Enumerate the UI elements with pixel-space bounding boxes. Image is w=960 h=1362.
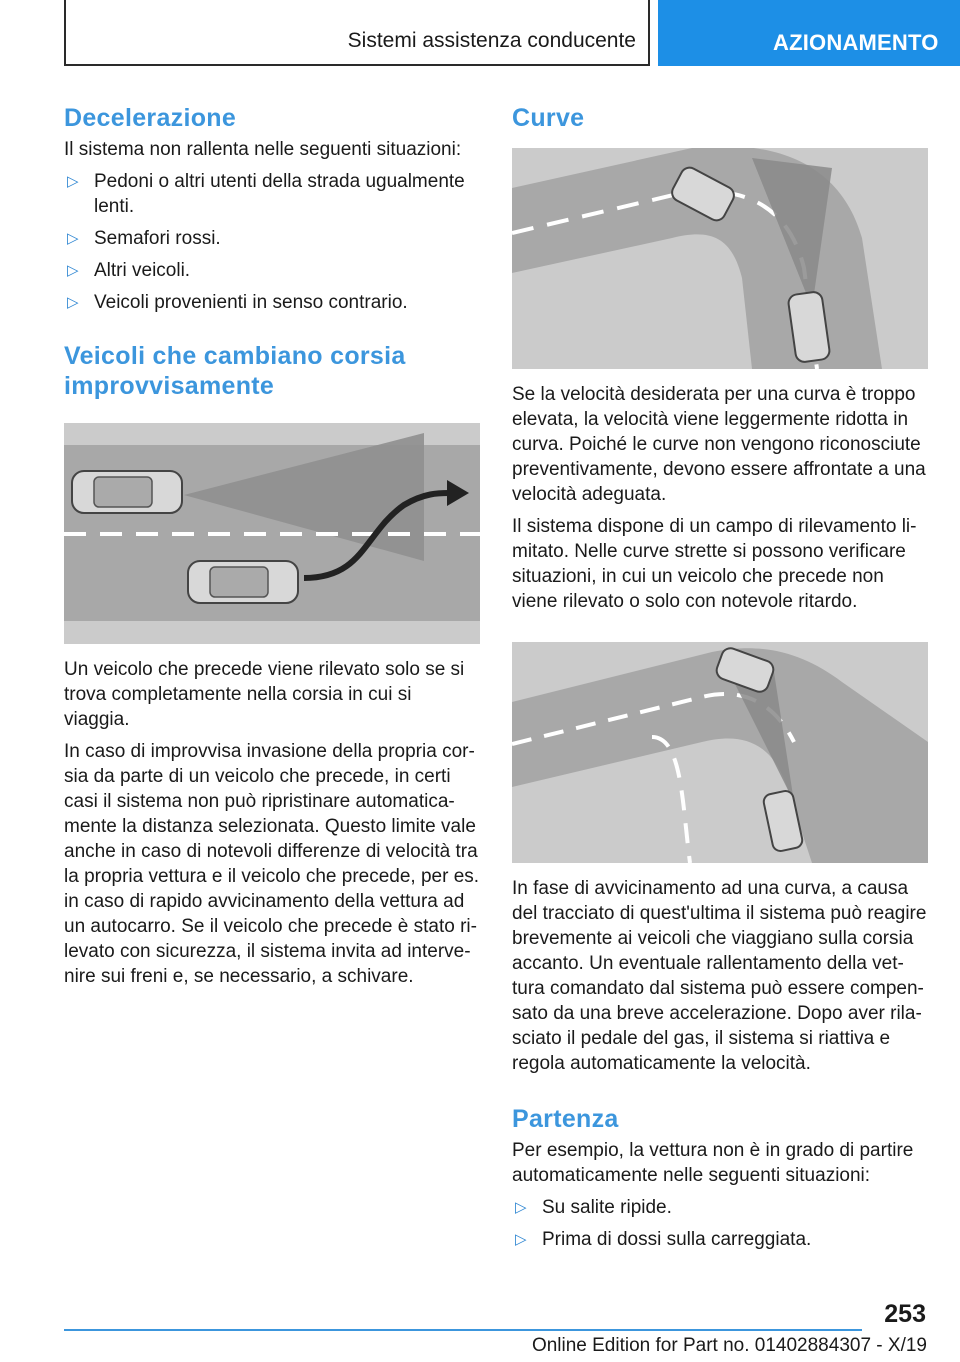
heading-start: Partenza xyxy=(512,1105,619,1133)
list-item: ▷ Veicoli provenienti in senso contrario. xyxy=(67,292,408,313)
bullet-triangle-icon: ▷ xyxy=(515,1199,527,1216)
footer-divider xyxy=(64,1329,862,1331)
car-own-icon xyxy=(188,561,298,603)
bullet-triangle-icon: ▷ xyxy=(67,294,79,311)
start-intro: Per esempio, la vettura non è in grado di partire automaticamente nelle seguenti situazioni: xyxy=(512,1140,914,1186)
bullet-triangle-icon: ▷ xyxy=(67,262,79,279)
list-item: ▷ Su salite ripide. xyxy=(515,1197,672,1218)
curve-illustration-1 xyxy=(512,148,928,369)
bullet-triangle-icon: ▷ xyxy=(67,173,79,190)
curve-paragraph-2: Il sistema dispone di un campo di rilevamento li-mitato. Nelle curve strette si possono verificare situazioni, in cui un veicolo che precede non viene rilevato o solo con notevole ritardo. xyxy=(512,516,917,612)
heading-lane-change: Veicoli che cambiano corsia improvvisamente xyxy=(64,342,406,400)
footer-edition: Online Edition for Part no. 01402884307 - X/19 xyxy=(531,1335,927,1356)
bullet-triangle-icon: ▷ xyxy=(67,230,79,247)
list-item: ▷ Pedoni o altri utenti della strada ugualmente lenti. xyxy=(67,171,465,217)
lane-paragraph-2: In caso di improvvisa invasione della propria cor-sia da parte di un veicolo che precede, in certi casi il sistema non può ripristinare automatica-mente la distanza selezionata. Questo limite vale anche in caso di notevoli differenze di velocità tra la propria vettura e il veicolo che precede, per es. in caso di rapido avvicinamento della vettura ad un autocarro. Se il veicolo che precede è stato ri-levato con sicurezza, il sistema invita ad interve-nire sui freni e, se necessario, a schivare. xyxy=(64,741,480,987)
chapter-tab[interactable] xyxy=(658,0,960,66)
header-section-box xyxy=(64,0,650,66)
heading-deceleration: Decelerazione xyxy=(64,104,237,132)
heading-curves: Curve xyxy=(512,104,585,132)
lane-paragraph-1: Un veicolo che precede viene rilevato solo se si trova completamente nella corsia in cui si viaggia. xyxy=(64,659,465,730)
car-front-icon xyxy=(72,471,182,513)
list-item: ▷ Semafori rossi. xyxy=(67,228,221,249)
bullet-triangle-icon: ▷ xyxy=(515,1231,527,1248)
list-item: ▷ Prima di dossi sulla carreggiata. xyxy=(515,1229,812,1250)
left-column xyxy=(64,100,480,989)
list-item: ▷ Altri veicoli. xyxy=(67,260,191,281)
section-title: Sistemi assistenza conducente xyxy=(347,29,636,52)
start-list xyxy=(512,1195,928,1252)
deceleration-intro: Il sistema non rallenta nelle seguenti situazioni: xyxy=(64,139,462,160)
curve-paragraph-3: In fase di avvicinamento ad una curva, a causa del tracciato di quest'ultima il sistema può reagire brevemente ai veicoli che viaggiano sulla corsia accanto. Un eventuale rallentamento della vet-tura comandato dal sistema può essere compen-sato da una breve accelerazione. Dopo aver rila-sciato il pedale del gas, il sistema si riattiva e regola automaticamente la velocità. xyxy=(512,878,927,1074)
curve-illustration-2 xyxy=(512,642,928,863)
right-column xyxy=(512,100,928,1252)
lane-change-illustration xyxy=(64,423,480,644)
page-number: 253 xyxy=(884,1300,926,1328)
chapter-tab-label: AZIONAMENTO xyxy=(773,30,939,55)
deceleration-list xyxy=(64,169,480,315)
curve-paragraph-1: Se la velocità desiderata per una curva è troppo elevata, la velocità viene leggermente ridotta in curva. Poiché le curve non vengono riconosciute preventivamente, devono essere affrontate a una velocità adeguata. xyxy=(512,384,926,505)
